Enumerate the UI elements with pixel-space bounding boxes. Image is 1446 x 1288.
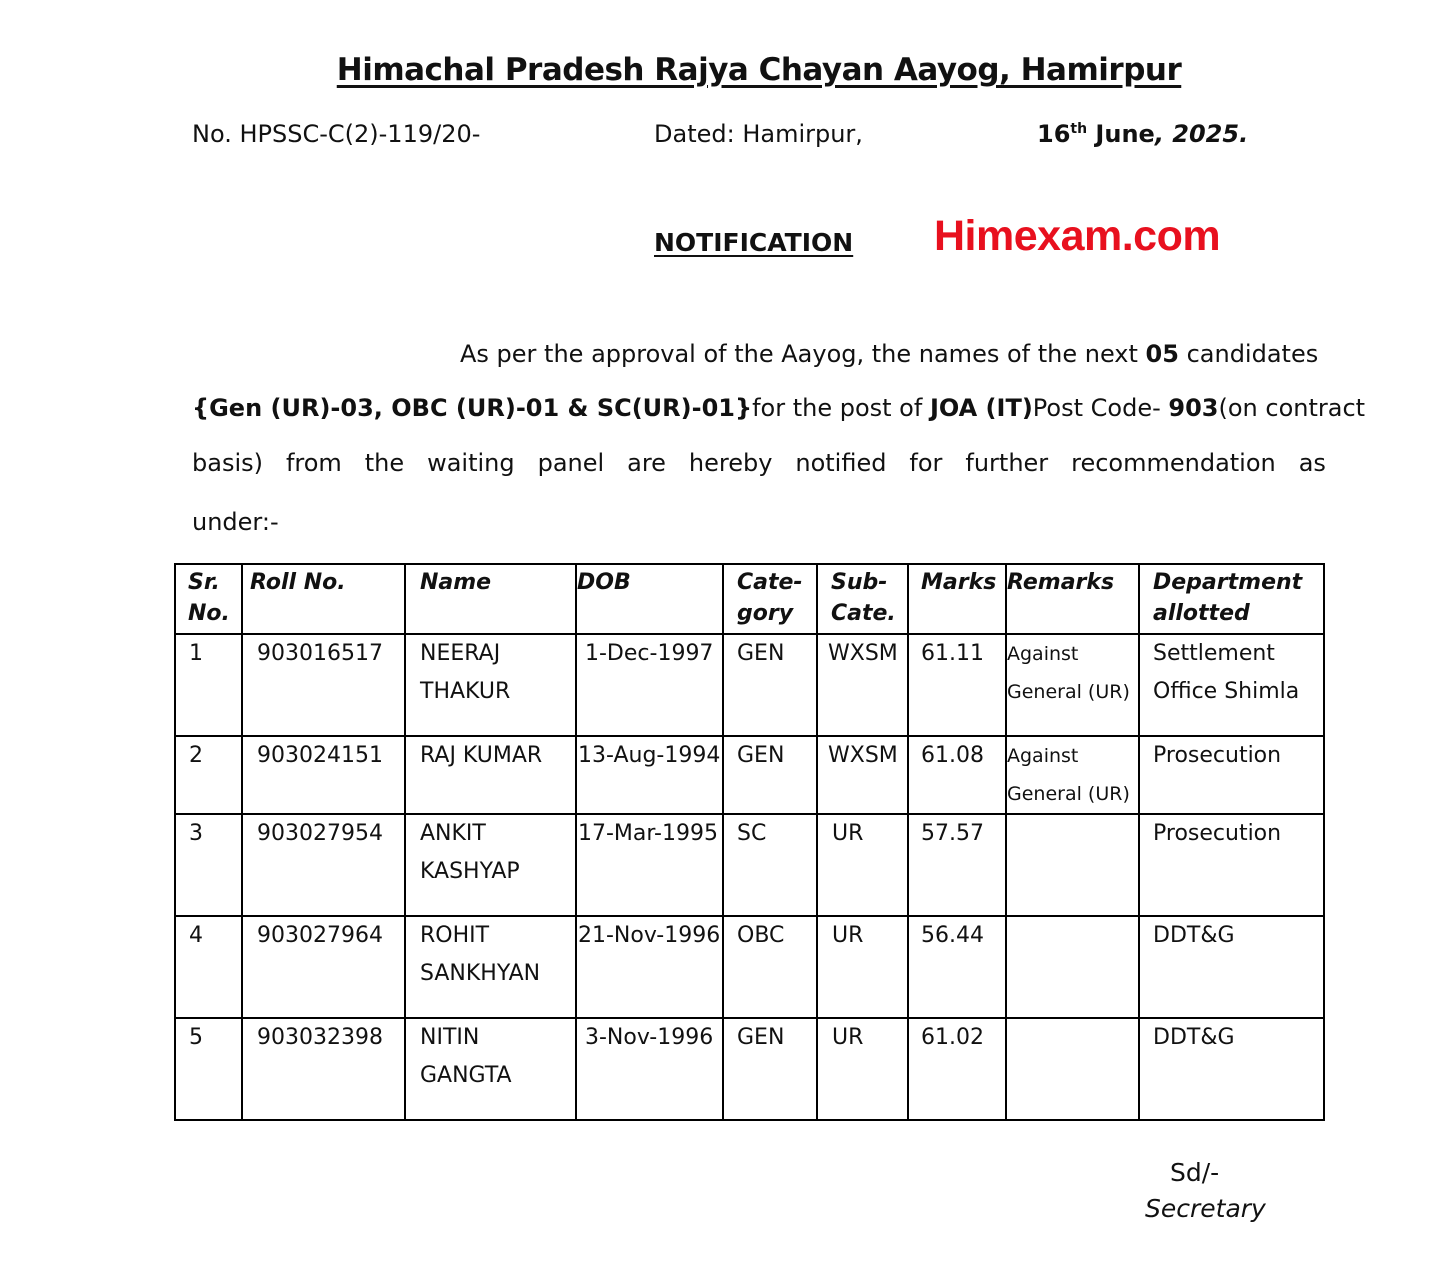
cell-sub-category: WXSM — [817, 736, 908, 814]
cell-remarks — [1006, 736, 1139, 814]
department-text: Prosecution — [1153, 743, 1282, 768]
body-word: panel — [537, 449, 605, 477]
body-line-3 — [192, 449, 1326, 477]
body-text: Post Code- — [1032, 394, 1169, 422]
body-word: as — [1298, 449, 1326, 477]
cell-department — [1139, 634, 1324, 736]
body-word: further — [965, 449, 1049, 477]
header-marks: Marks — [908, 564, 1006, 634]
cell-marks: 61.02 — [908, 1018, 1006, 1120]
notification-heading: NOTIFICATION — [654, 228, 854, 257]
cell-marks: 61.11 — [908, 634, 1006, 736]
body-line-1 — [460, 340, 1326, 368]
table-row — [175, 916, 1324, 1018]
cell-department — [1139, 916, 1324, 1018]
cell-marks: 61.08 — [908, 736, 1006, 814]
cell-roll: 903016517 — [242, 634, 405, 736]
cell-sr: 3 — [175, 814, 242, 916]
cell-category: GEN — [723, 1018, 817, 1120]
body-line-4: under:- — [192, 508, 279, 536]
department-text: Office Shimla — [1153, 679, 1300, 704]
cell-category: SC — [723, 814, 817, 916]
body-word: from — [285, 449, 342, 477]
cell-roll: 903027964 — [242, 916, 405, 1018]
date-suffix: th — [1070, 121, 1088, 137]
cell-roll: 903032398 — [242, 1018, 405, 1120]
dated-label: Dated: Hamirpur, — [654, 120, 863, 148]
document-title: Himachal Pradesh Rajya Chayan Aayog, Hamirpur — [336, 52, 1182, 88]
cell-department — [1139, 736, 1324, 814]
table-row — [175, 1018, 1324, 1120]
candidate-count: 05 — [1145, 340, 1179, 368]
name-text: THAKUR — [420, 679, 511, 704]
body-text — [1033, 394, 1219, 422]
department-text: Settlement — [1153, 641, 1275, 666]
header-text: Cate- — [737, 570, 803, 595]
body-text — [752, 394, 1033, 422]
body-word: are — [627, 449, 666, 477]
remarks-text: General (UR) — [1007, 681, 1130, 703]
header-department — [1139, 564, 1324, 634]
body-word: basis) — [192, 449, 263, 477]
body-text: candidates — [1178, 340, 1319, 368]
cell-sub-category: UR — [817, 1018, 908, 1120]
department-text: DDT&G — [1153, 923, 1235, 948]
cell-category: OBC — [723, 916, 817, 1018]
cell-marks: 56.44 — [908, 916, 1006, 1018]
watermark-text: Himexam.com — [934, 212, 1221, 260]
table-row — [175, 814, 1324, 916]
header-sr-no — [175, 564, 242, 634]
header-text: No. — [188, 601, 230, 626]
body-word: hereby — [688, 449, 773, 477]
cell-name — [405, 814, 576, 916]
cell-roll: 903024151 — [242, 736, 405, 814]
remarks-text: General (UR) — [1007, 783, 1130, 805]
cell-sr: 5 — [175, 1018, 242, 1120]
body-text: As per the approval of the Aayog, the names of the next — [460, 340, 1146, 368]
header-sub-category — [817, 564, 908, 634]
body-word: waiting — [427, 449, 515, 477]
cell-dob: 3-Nov-1996 — [576, 1018, 723, 1120]
cell-marks: 57.57 — [908, 814, 1006, 916]
name-text: GANGTA — [420, 1063, 512, 1088]
signature-designation: Secretary — [1145, 1194, 1266, 1223]
post-name: JOA (IT) — [929, 394, 1033, 422]
cell-name — [405, 1018, 576, 1120]
signature-sd: Sd/- — [1170, 1158, 1220, 1187]
header-remarks: Remarks — [1006, 564, 1139, 634]
cell-sub-category: UR — [817, 814, 908, 916]
cell-category: GEN — [723, 736, 817, 814]
cell-sr: 2 — [175, 736, 242, 814]
cell-sr: 1 — [175, 634, 242, 736]
header-text: gory — [737, 601, 794, 626]
post-code: 903 — [1168, 394, 1219, 422]
body-text: for the post of — [752, 394, 930, 422]
name-text: NEERAJ — [420, 641, 501, 666]
header-text: Sr. — [188, 570, 220, 595]
cell-sub-category: WXSM — [817, 634, 908, 736]
header-category — [723, 564, 817, 634]
reference-number: No. HPSSC-C(2)-119/20- — [192, 120, 481, 148]
department-text: Prosecution — [1153, 821, 1282, 846]
cell-department — [1139, 814, 1324, 916]
cell-dob: 1-Dec-1997 — [576, 634, 723, 736]
cell-name — [405, 736, 576, 814]
name-text: NITIN — [420, 1025, 480, 1050]
category-breakdown: {Gen (UR)-03, OBC (UR)-01 & SC(UR)-01} — [192, 394, 753, 422]
document-date — [1037, 120, 1248, 148]
cell-remarks — [1006, 916, 1139, 1018]
cell-name — [405, 916, 576, 1018]
cell-dob: 17-Mar-1995 — [576, 814, 723, 916]
body-word: for — [909, 449, 943, 477]
cell-remarks — [1006, 1018, 1139, 1120]
date-day: 16 — [1037, 120, 1071, 148]
body-word: the — [364, 449, 405, 477]
body-word: notified — [795, 449, 887, 477]
name-text: ROHIT — [420, 923, 490, 948]
cell-sr: 4 — [175, 916, 242, 1018]
name-text: RAJ KUMAR — [420, 743, 543, 768]
cell-roll: 903027954 — [242, 814, 405, 916]
header-name: Name — [405, 564, 576, 634]
header-text: allotted — [1153, 601, 1250, 626]
remarks-text: Against — [1007, 643, 1079, 665]
cell-remarks — [1006, 814, 1139, 916]
header-text: Department — [1153, 570, 1303, 595]
body-line-2 — [192, 394, 1366, 422]
table-header-row — [175, 564, 1324, 634]
department-text: DDT&G — [1153, 1025, 1235, 1050]
cell-department — [1139, 1018, 1324, 1120]
header-text: Sub- — [831, 570, 888, 595]
header-dob: DOB — [576, 564, 723, 634]
date-year: , 2025. — [1154, 120, 1249, 148]
cell-remarks — [1006, 634, 1139, 736]
cell-dob: 21-Nov-1996 — [576, 916, 723, 1018]
date-month: June — [1087, 120, 1155, 148]
table-row — [175, 736, 1324, 814]
cell-category: GEN — [723, 634, 817, 736]
name-text: ANKIT — [420, 821, 486, 846]
header-text: Cate. — [831, 601, 896, 626]
body-word: recommendation — [1071, 449, 1276, 477]
remarks-text: Against — [1007, 745, 1079, 767]
cell-name — [405, 634, 576, 736]
body-text: (on contract — [1218, 394, 1366, 422]
name-text: SANKHYAN — [420, 961, 541, 986]
cell-dob: 13-Aug-1994 — [576, 736, 723, 814]
header-roll-no: Roll No. — [242, 564, 405, 634]
table-row — [175, 634, 1324, 736]
cell-sub-category: UR — [817, 916, 908, 1018]
candidates-table — [174, 563, 1325, 1121]
name-text: KASHYAP — [420, 859, 520, 884]
